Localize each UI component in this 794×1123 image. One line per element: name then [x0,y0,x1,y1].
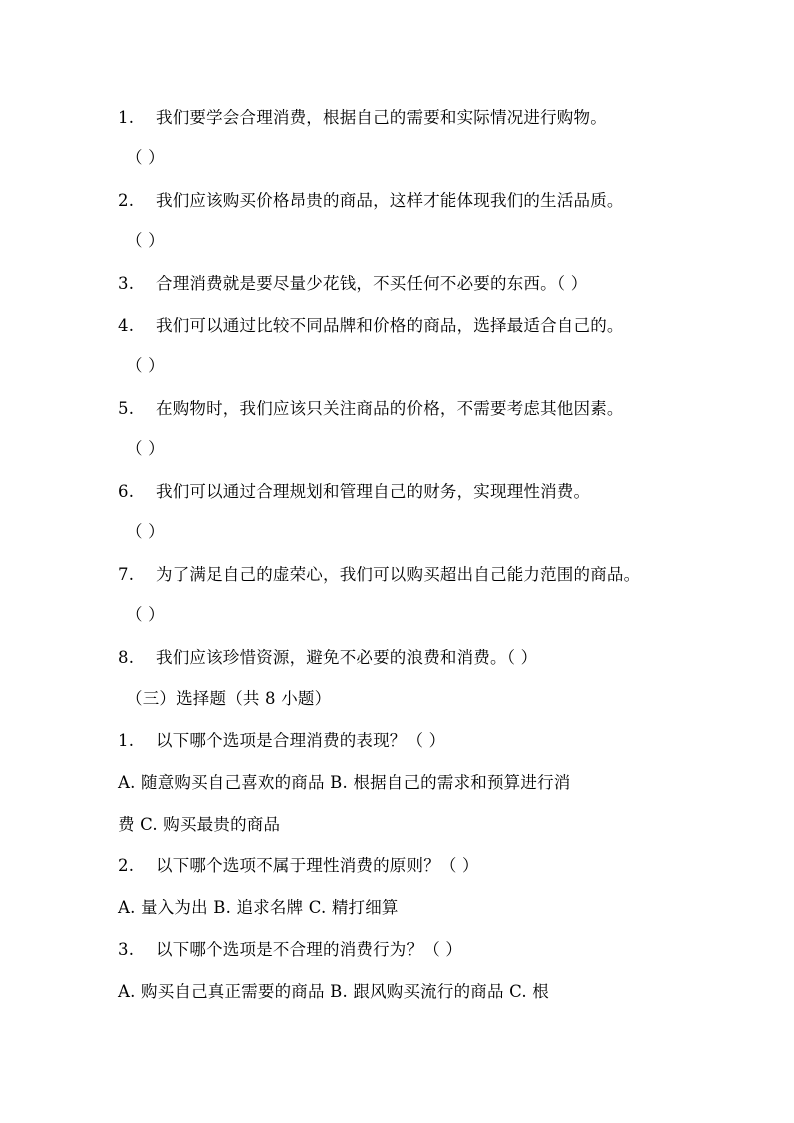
item-number: 2. [118,191,135,210]
judgment-item-7 [118,560,688,590]
judgment-item-6 [118,477,688,507]
judgment-item-8 [118,643,688,673]
judgment-item-1 [118,103,688,133]
choice-options: A. 随意购买自己喜欢的商品 B. 根据自己的需求和预算进行消 [118,773,571,792]
choice-question-2 [118,851,688,881]
item-number: 1. [118,108,135,127]
question-text: 以下哪个选项是合理消费的表现？（ ） [156,731,446,750]
item-text: 为了满足自己的虚荣心，我们可以购买超出自己能力范围的商品。 [156,565,641,584]
answer-paren: （ ） [126,522,165,541]
judgment-item-5 [118,394,688,424]
item-number: 4. [118,316,135,335]
judgment-item-2 [118,186,688,216]
judgment-item-4 [118,311,688,341]
item-text: 我们可以通过合理规划和管理自己的财务，实现理性消费。 [156,482,591,501]
item-number: 7. [118,565,135,584]
question-text: 以下哪个选项是不合理的消费行为？（ ） [156,940,463,959]
item-text: 我们要学会合理消费，根据自己的需要和实际情况进行购物。 [156,108,607,127]
item-text: 合理消费就是要尽量少花钱，不买任何不必要的东西。（ ） [156,274,588,293]
item-number: 6. [118,482,135,501]
choice-options: A. 购买自己真正需要的商品 B. 跟风购买流行的商品 C. 根 [118,982,549,1001]
item-number: 3. [118,940,135,959]
question-text: 以下哪个选项不属于理性消费的原则？（ ） [156,856,479,875]
choice-question-3 [118,935,688,965]
judgment-item-3 [118,269,688,299]
choice-options: 费 C. 购买最贵的商品 [118,815,281,834]
item-number: 8. [118,648,135,667]
answer-paren: （ ） [126,231,165,250]
section-heading: （三）选择题（共 8 小题） [126,689,332,708]
item-number: 5. [118,399,135,418]
item-text: 在购物时，我们应该只关注商品的价格，不需要考虑其他因素。 [156,399,624,418]
answer-paren: （ ） [126,605,165,624]
answer-paren: （ ） [126,439,165,458]
choice-options: A. 量入为出 B. 追求名牌 C. 精打细算 [118,898,399,917]
item-text: 我们可以通过比较不同品牌和价格的商品，选择最适合自己的。 [156,316,624,335]
item-number: 2. [118,856,135,875]
item-text: 我们应该珍惜资源，避免不必要的浪费和消费。（ ） [156,648,538,667]
item-number: 1. [118,731,135,750]
answer-paren: （ ） [126,148,165,167]
answer-paren: （ ） [126,356,165,375]
item-number: 3. [118,274,135,293]
item-text: 我们应该购买价格昂贵的商品，这样才能体现我们的生活品质。 [156,191,624,210]
choice-question-1 [118,726,688,756]
